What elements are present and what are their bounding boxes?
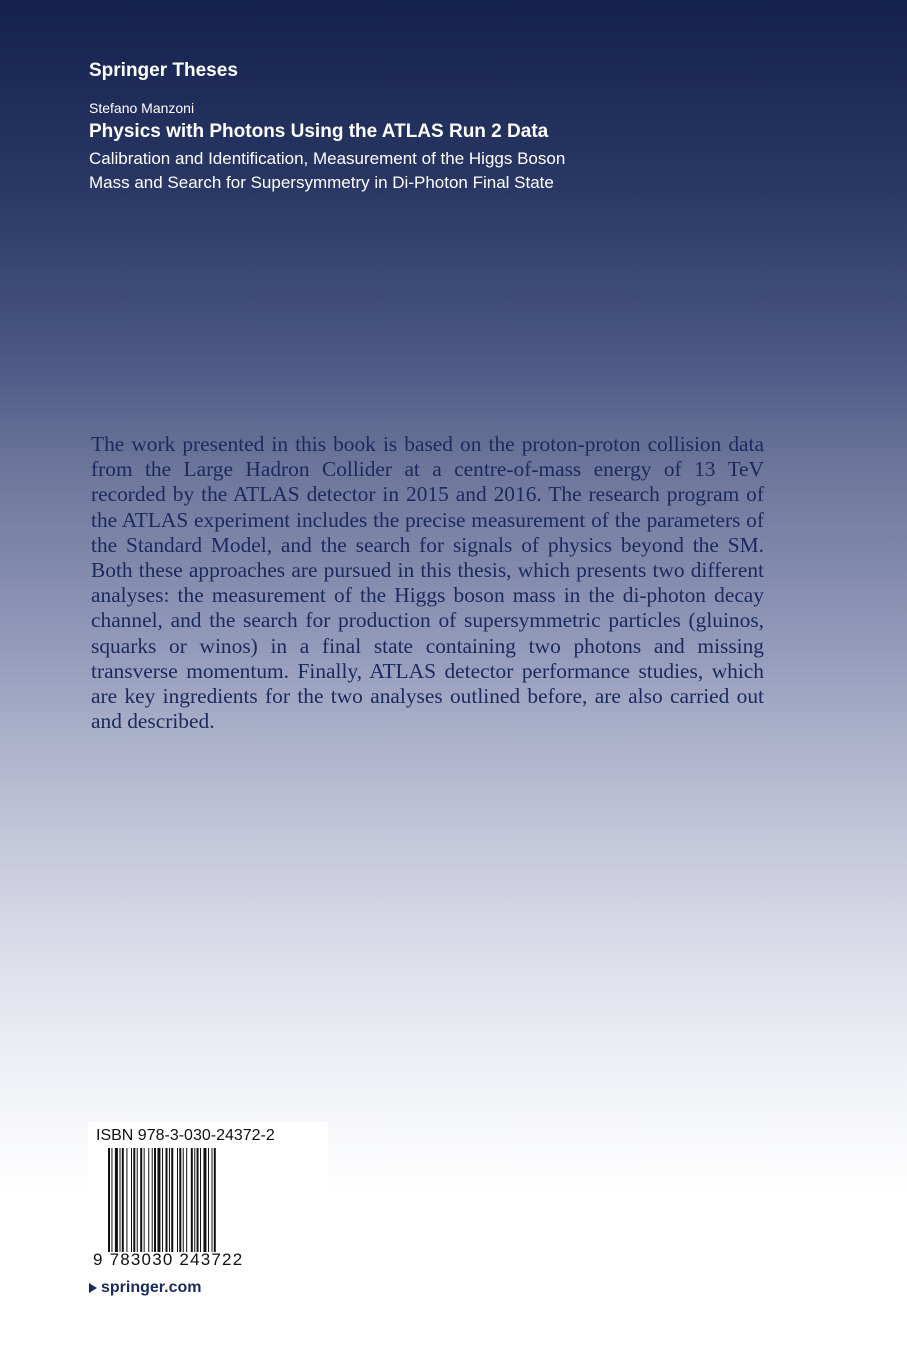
barcode-bar xyxy=(111,1148,112,1252)
barcode-bar xyxy=(108,1148,110,1252)
book-subtitle: Calibration and Identification, Measurement of the Higgs Boson Mass and Search for Supersymmetry in Di-Photon Final State xyxy=(89,149,566,192)
springer-link-label[interactable]: springer.com xyxy=(101,1279,202,1296)
barcode-bar xyxy=(203,1148,206,1252)
barcode-bar xyxy=(169,1148,170,1252)
barcode xyxy=(108,1148,258,1252)
barcode-bar xyxy=(140,1148,142,1252)
barcode-bar xyxy=(162,1148,163,1252)
barcode-bar xyxy=(148,1148,149,1252)
barcode-bar xyxy=(177,1148,178,1252)
springer-link[interactable] xyxy=(89,1279,201,1297)
isbn-label: ISBN 978-3-030-24372-2 xyxy=(96,1127,275,1144)
barcode-bar xyxy=(186,1148,187,1252)
arrow-icon xyxy=(89,1283,97,1293)
barcode-bar xyxy=(214,1148,216,1252)
barcode-bar xyxy=(154,1148,156,1252)
barcode-bar xyxy=(137,1148,138,1252)
barcode-bar xyxy=(166,1148,168,1252)
barcode-bar xyxy=(122,1148,124,1252)
book-description: The work presented in this book is based on the proton-proton collision data from the Large Hadron Collider at a centre-of-mass energy of 13 TeV recorded by the ATLAS detector in 2015 and 2016. The research program of the ATLAS experiment includes the precise measurement of the parameters of the Standard Model, and the search for signals of physics beyond the SM. Both these approaches are pursued in this thesis, which presents two different analyses: the measurement of the Higgs boson mass in the di-photon decay channel, and the search for production of supersymmetric particles (gluinos, squarks or winos) in a final state containing two photons and missing transverse momentum. Finally, ATLAS detector performance studies, which are key ingredients for the two analyses outlined before, are also carried out and described. xyxy=(91,432,764,734)
barcode-bar xyxy=(179,1148,181,1252)
book-title: Physics with Photons Using the ATLAS Run 2 Data xyxy=(89,121,549,142)
barcode-bar xyxy=(152,1148,153,1252)
barcode-bar xyxy=(126,1148,127,1252)
barcode-bar xyxy=(131,1148,132,1252)
barcode-bar xyxy=(171,1148,173,1252)
barcode-bar xyxy=(212,1148,213,1252)
barcode-bar xyxy=(197,1148,199,1252)
barcode-bar xyxy=(191,1148,193,1252)
barcode-digits: 9 783030 243722 xyxy=(93,1250,244,1269)
barcode-bar xyxy=(133,1148,135,1252)
series-name: Springer Theses xyxy=(89,60,238,81)
barcode-bar xyxy=(208,1148,209,1252)
barcode-bar xyxy=(183,1148,184,1252)
barcode-bar xyxy=(194,1148,195,1252)
barcode-bar xyxy=(200,1148,201,1252)
barcode-bar xyxy=(144,1148,145,1252)
author-name: Stefano Manzoni xyxy=(89,100,195,116)
barcode-bar xyxy=(115,1148,118,1252)
barcode-bar xyxy=(120,1148,121,1252)
barcode-bar xyxy=(157,1148,160,1252)
